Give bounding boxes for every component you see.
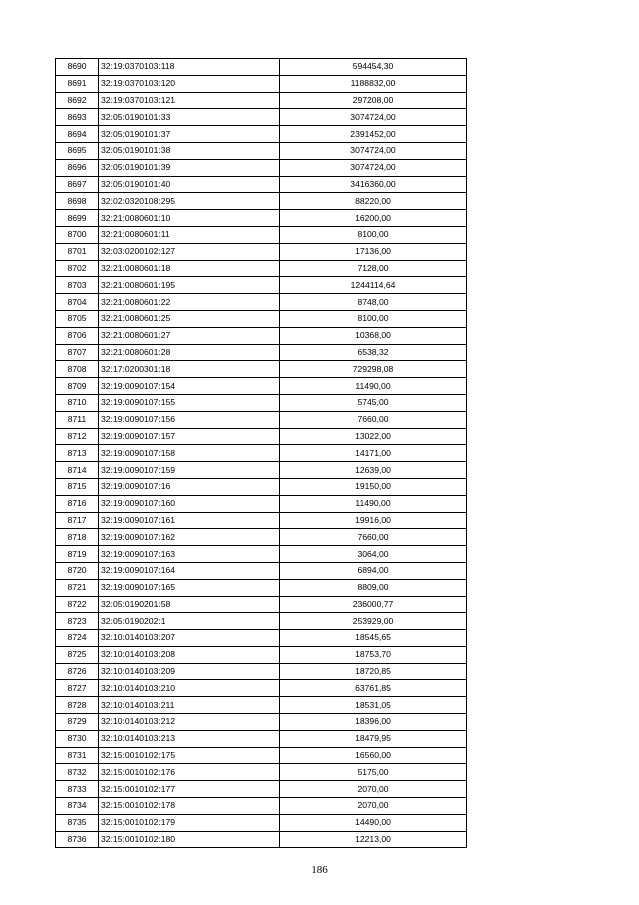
cadastral-value-cell: 12213,00 bbox=[280, 831, 467, 848]
table-row bbox=[56, 781, 467, 798]
cadastral-number-cell: 32:10:0140103:213 bbox=[99, 730, 280, 747]
cadastral-number-cell: 32:19:0090107:155 bbox=[99, 394, 280, 411]
cadastral-value-cell: 1188832,00 bbox=[280, 75, 467, 92]
cadastral-value-cell: 18479,95 bbox=[280, 730, 467, 747]
table-row bbox=[56, 462, 467, 479]
cadastral-value-cell: 13022,00 bbox=[280, 428, 467, 445]
cadastral-number-cell: 32:10:0140103:210 bbox=[99, 680, 280, 697]
cadastral-number-cell: 32:05:0190101:33 bbox=[99, 109, 280, 126]
cadastral-number-cell: 32:21:0080601:25 bbox=[99, 310, 280, 327]
row-number-cell: 8692 bbox=[56, 92, 99, 109]
cadastral-value-cell: 3416360,00 bbox=[280, 176, 467, 193]
row-number-cell: 8729 bbox=[56, 714, 99, 731]
cadastral-number-cell: 32:10:0140103:207 bbox=[99, 630, 280, 647]
cadastral-value-cell: 12639,00 bbox=[280, 462, 467, 479]
table-row bbox=[56, 361, 467, 378]
row-number-cell: 8734 bbox=[56, 798, 99, 815]
row-number-cell: 8695 bbox=[56, 142, 99, 159]
cadastral-value-cell: 5175,00 bbox=[280, 764, 467, 781]
cadastral-number-cell: 32:19:0090107:162 bbox=[99, 529, 280, 546]
cadastral-value-cell: 6538,32 bbox=[280, 344, 467, 361]
row-number-cell: 8717 bbox=[56, 512, 99, 529]
row-number-cell: 8690 bbox=[56, 59, 99, 76]
cadastral-number-cell: 32:19:0090107:165 bbox=[99, 579, 280, 596]
table-row bbox=[56, 512, 467, 529]
registry-table-body bbox=[56, 59, 467, 848]
cadastral-number-cell: 32:21:0080601:22 bbox=[99, 294, 280, 311]
table-row bbox=[56, 630, 467, 647]
cadastral-value-cell: 8100,00 bbox=[280, 226, 467, 243]
table-row bbox=[56, 126, 467, 143]
cadastral-value-cell: 11490,00 bbox=[280, 378, 467, 395]
cadastral-value-cell: 594454,30 bbox=[280, 59, 467, 76]
table-row bbox=[56, 831, 467, 848]
row-number-cell: 8702 bbox=[56, 260, 99, 277]
row-number-cell: 8693 bbox=[56, 109, 99, 126]
row-number-cell: 8733 bbox=[56, 781, 99, 798]
cadastral-number-cell: 32:19:0090107:157 bbox=[99, 428, 280, 445]
row-number-cell: 8710 bbox=[56, 394, 99, 411]
cadastral-value-cell: 6894,00 bbox=[280, 562, 467, 579]
cadastral-number-cell: 32:15:0010102:176 bbox=[99, 764, 280, 781]
table-row bbox=[56, 394, 467, 411]
cadastral-value-cell: 11490,00 bbox=[280, 495, 467, 512]
cadastral-number-cell: 32:15:0010102:177 bbox=[99, 781, 280, 798]
row-number-cell: 8726 bbox=[56, 663, 99, 680]
table-row bbox=[56, 663, 467, 680]
cadastral-number-cell: 32:19:0090107:159 bbox=[99, 462, 280, 479]
table-row bbox=[56, 445, 467, 462]
table-row bbox=[56, 428, 467, 445]
row-number-cell: 8719 bbox=[56, 546, 99, 563]
cadastral-value-cell: 2070,00 bbox=[280, 781, 467, 798]
cadastral-number-cell: 32:21:0080601:27 bbox=[99, 327, 280, 344]
table-row bbox=[56, 596, 467, 613]
cadastral-value-cell: 729298,08 bbox=[280, 361, 467, 378]
table-row bbox=[56, 764, 467, 781]
row-number-cell: 8730 bbox=[56, 730, 99, 747]
row-number-cell: 8706 bbox=[56, 327, 99, 344]
cadastral-number-cell: 32:19:0090107:156 bbox=[99, 411, 280, 428]
table-row bbox=[56, 495, 467, 512]
row-number-cell: 8696 bbox=[56, 159, 99, 176]
cadastral-number-cell: 32:19:0090107:161 bbox=[99, 512, 280, 529]
cadastral-value-cell: 88220,00 bbox=[280, 193, 467, 210]
cadastral-number-cell: 32:05:0190202:1 bbox=[99, 613, 280, 630]
table-row bbox=[56, 277, 467, 294]
cadastral-value-cell: 16560,00 bbox=[280, 747, 467, 764]
cadastral-value-cell: 63761,85 bbox=[280, 680, 467, 697]
cadastral-number-cell: 32:19:0370103:120 bbox=[99, 75, 280, 92]
cadastral-value-cell: 7128,00 bbox=[280, 260, 467, 277]
cadastral-number-cell: 32:19:0090107:163 bbox=[99, 546, 280, 563]
cadastral-number-cell: 32:19:0090107:164 bbox=[99, 562, 280, 579]
table-row bbox=[56, 294, 467, 311]
row-number-cell: 8721 bbox=[56, 579, 99, 596]
row-number-cell: 8691 bbox=[56, 75, 99, 92]
table-row bbox=[56, 579, 467, 596]
cadastral-value-cell: 18720,85 bbox=[280, 663, 467, 680]
row-number-cell: 8711 bbox=[56, 411, 99, 428]
row-number-cell: 8715 bbox=[56, 478, 99, 495]
cadastral-value-cell: 14171,00 bbox=[280, 445, 467, 462]
cadastral-value-cell: 7660,00 bbox=[280, 411, 467, 428]
row-number-cell: 8731 bbox=[56, 747, 99, 764]
cadastral-value-cell: 3074724,00 bbox=[280, 142, 467, 159]
cadastral-number-cell: 32:21:0080601:18 bbox=[99, 260, 280, 277]
cadastral-number-cell: 32:10:0140103:211 bbox=[99, 697, 280, 714]
cadastral-value-cell: 1244114,64 bbox=[280, 277, 467, 294]
table-row bbox=[56, 92, 467, 109]
table-row bbox=[56, 798, 467, 815]
table-row bbox=[56, 546, 467, 563]
table-row bbox=[56, 344, 467, 361]
row-number-cell: 8694 bbox=[56, 126, 99, 143]
cadastral-value-cell: 10368,00 bbox=[280, 327, 467, 344]
cadastral-value-cell: 18396,00 bbox=[280, 714, 467, 731]
table-row bbox=[56, 478, 467, 495]
table-row bbox=[56, 747, 467, 764]
row-number-cell: 8704 bbox=[56, 294, 99, 311]
cadastral-value-cell: 19916,00 bbox=[280, 512, 467, 529]
row-number-cell: 8697 bbox=[56, 176, 99, 193]
cadastral-value-cell: 8748,00 bbox=[280, 294, 467, 311]
cadastral-number-cell: 32:19:0090107:16 bbox=[99, 478, 280, 495]
cadastral-value-cell: 17136,00 bbox=[280, 243, 467, 260]
cadastral-value-cell: 8809,00 bbox=[280, 579, 467, 596]
table-row bbox=[56, 109, 467, 126]
cadastral-number-cell: 32:21:0080601:10 bbox=[99, 210, 280, 227]
cadastral-value-cell: 18753,70 bbox=[280, 646, 467, 663]
table-row bbox=[56, 260, 467, 277]
row-number-cell: 8707 bbox=[56, 344, 99, 361]
cadastral-number-cell: 32:05:0190201:58 bbox=[99, 596, 280, 613]
row-number-cell: 8722 bbox=[56, 596, 99, 613]
cadastral-value-cell: 18545,65 bbox=[280, 630, 467, 647]
table-row bbox=[56, 243, 467, 260]
cadastral-value-cell: 14490,00 bbox=[280, 814, 467, 831]
row-number-cell: 8736 bbox=[56, 831, 99, 848]
table-row bbox=[56, 226, 467, 243]
table-row bbox=[56, 327, 467, 344]
cadastral-value-cell: 7660,00 bbox=[280, 529, 467, 546]
table-row bbox=[56, 646, 467, 663]
table-row bbox=[56, 529, 467, 546]
cadastral-value-cell: 253929,00 bbox=[280, 613, 467, 630]
cadastral-number-cell: 32:19:0090107:158 bbox=[99, 445, 280, 462]
cadastral-number-cell: 32:19:0090107:160 bbox=[99, 495, 280, 512]
row-number-cell: 8709 bbox=[56, 378, 99, 395]
table-row bbox=[56, 176, 467, 193]
cadastral-value-cell: 3064,00 bbox=[280, 546, 467, 563]
cadastral-value-cell: 19150,00 bbox=[280, 478, 467, 495]
row-number-cell: 8718 bbox=[56, 529, 99, 546]
row-number-cell: 8712 bbox=[56, 428, 99, 445]
row-number-cell: 8705 bbox=[56, 310, 99, 327]
row-number-cell: 8724 bbox=[56, 630, 99, 647]
row-number-cell: 8723 bbox=[56, 613, 99, 630]
row-number-cell: 8720 bbox=[56, 562, 99, 579]
table-row bbox=[56, 142, 467, 159]
row-number-cell: 8728 bbox=[56, 697, 99, 714]
row-number-cell: 8700 bbox=[56, 226, 99, 243]
cadastral-number-cell: 32:10:0140103:212 bbox=[99, 714, 280, 731]
table-row bbox=[56, 378, 467, 395]
row-number-cell: 8703 bbox=[56, 277, 99, 294]
row-number-cell: 8708 bbox=[56, 361, 99, 378]
cadastral-number-cell: 32:10:0140103:209 bbox=[99, 663, 280, 680]
row-number-cell: 8698 bbox=[56, 193, 99, 210]
cadastral-number-cell: 32:05:0190101:39 bbox=[99, 159, 280, 176]
cadastral-value-cell: 2070,00 bbox=[280, 798, 467, 815]
cadastral-number-cell: 32:19:0370103:118 bbox=[99, 59, 280, 76]
table-row bbox=[56, 730, 467, 747]
table-row bbox=[56, 697, 467, 714]
cadastral-number-cell: 32:02:0320108:295 bbox=[99, 193, 280, 210]
row-number-cell: 8735 bbox=[56, 814, 99, 831]
cadastral-number-cell: 32:15:0010102:175 bbox=[99, 747, 280, 764]
table-row bbox=[56, 714, 467, 731]
table-row bbox=[56, 159, 467, 176]
row-number-cell: 8714 bbox=[56, 462, 99, 479]
cadastral-number-cell: 32:17:0200301:18 bbox=[99, 361, 280, 378]
table-row bbox=[56, 613, 467, 630]
cadastral-number-cell: 32:03:0200102:127 bbox=[99, 243, 280, 260]
cadastral-number-cell: 32:21:0080601:11 bbox=[99, 226, 280, 243]
table-row bbox=[56, 59, 467, 76]
row-number-cell: 8701 bbox=[56, 243, 99, 260]
cadastral-value-cell: 297208,00 bbox=[280, 92, 467, 109]
row-number-cell: 8699 bbox=[56, 210, 99, 227]
cadastral-value-cell: 16200,00 bbox=[280, 210, 467, 227]
cadastral-number-cell: 32:05:0190101:40 bbox=[99, 176, 280, 193]
cadastral-number-cell: 32:15:0010102:178 bbox=[99, 798, 280, 815]
cadastral-number-cell: 32:21:0080601:195 bbox=[99, 277, 280, 294]
cadastral-value-cell: 8100,00 bbox=[280, 310, 467, 327]
cadastral-number-cell: 32:15:0010102:180 bbox=[99, 831, 280, 848]
cadastral-number-cell: 32:19:0370103:121 bbox=[99, 92, 280, 109]
cadastral-value-cell: 2391452,00 bbox=[280, 126, 467, 143]
cadastral-value-cell: 3074724,00 bbox=[280, 159, 467, 176]
row-number-cell: 8727 bbox=[56, 680, 99, 697]
cadastral-value-cell: 18531,05 bbox=[280, 697, 467, 714]
cadastral-number-cell: 32:05:0190101:37 bbox=[99, 126, 280, 143]
cadastral-number-cell: 32:15:0010102:179 bbox=[99, 814, 280, 831]
row-number-cell: 8716 bbox=[56, 495, 99, 512]
table-row bbox=[56, 75, 467, 92]
table-row bbox=[56, 210, 467, 227]
cadastral-value-cell: 5745,00 bbox=[280, 394, 467, 411]
cadastral-number-cell: 32:05:0190101:38 bbox=[99, 142, 280, 159]
cadastral-value-cell: 236000,77 bbox=[280, 596, 467, 613]
registry-table bbox=[55, 58, 467, 848]
cadastral-value-cell: 3074724,00 bbox=[280, 109, 467, 126]
table-row bbox=[56, 680, 467, 697]
row-number-cell: 8732 bbox=[56, 764, 99, 781]
table-row bbox=[56, 310, 467, 327]
cadastral-number-cell: 32:21:0080601:28 bbox=[99, 344, 280, 361]
table-row bbox=[56, 562, 467, 579]
cadastral-number-cell: 32:19:0090107:154 bbox=[99, 378, 280, 395]
row-number-cell: 8725 bbox=[56, 646, 99, 663]
page-number: 186 bbox=[311, 864, 328, 876]
table-row bbox=[56, 193, 467, 210]
row-number-cell: 8713 bbox=[56, 445, 99, 462]
table-row bbox=[56, 411, 467, 428]
cadastral-number-cell: 32:10:0140103:208 bbox=[99, 646, 280, 663]
table-row bbox=[56, 814, 467, 831]
